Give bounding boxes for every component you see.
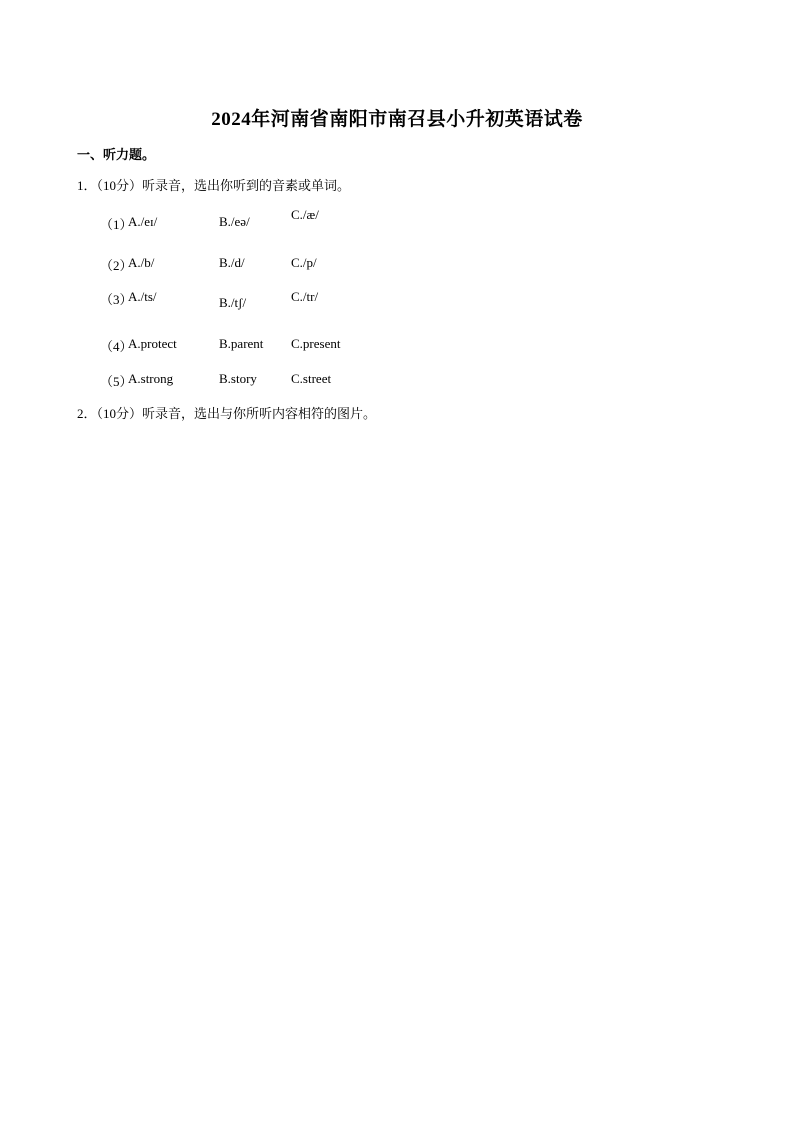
option-b: B./d/	[219, 255, 245, 270]
option-a: A./b/	[128, 255, 155, 270]
option-c: C.present	[291, 336, 341, 351]
item-number: （4）	[100, 339, 133, 354]
item-number: （1）	[100, 217, 133, 232]
option-b: B.story	[219, 371, 257, 386]
option-a: A./eɪ/	[128, 214, 158, 229]
exam-title: 2024年河南省南阳市南召县小升初英语试卷	[211, 109, 583, 130]
option-a: A.protect	[128, 336, 177, 351]
option-a: A.strong	[128, 371, 174, 386]
section-heading-listening: 一、听力题。	[77, 147, 156, 162]
option-b: B.parent	[219, 336, 264, 351]
item-number: （5）	[100, 374, 133, 389]
question-2-prompt: 2．（10分）听录音，选出与你所听内容相符的图片。	[77, 406, 377, 421]
item-number: （3）	[100, 292, 133, 307]
option-b: B./eə/	[219, 214, 250, 229]
option-c: C./æ/	[291, 207, 319, 222]
question-1-prompt: 1．（10分）听录音，选出你听到的音素或单词。	[77, 178, 351, 193]
option-a: A./ts/	[128, 289, 157, 304]
option-c: C.street	[291, 371, 332, 386]
item-number: （2）	[100, 258, 133, 273]
option-c: C./tr/	[291, 289, 319, 304]
option-c: C./p/	[291, 255, 317, 270]
option-b: B./tʃ/	[219, 295, 247, 310]
